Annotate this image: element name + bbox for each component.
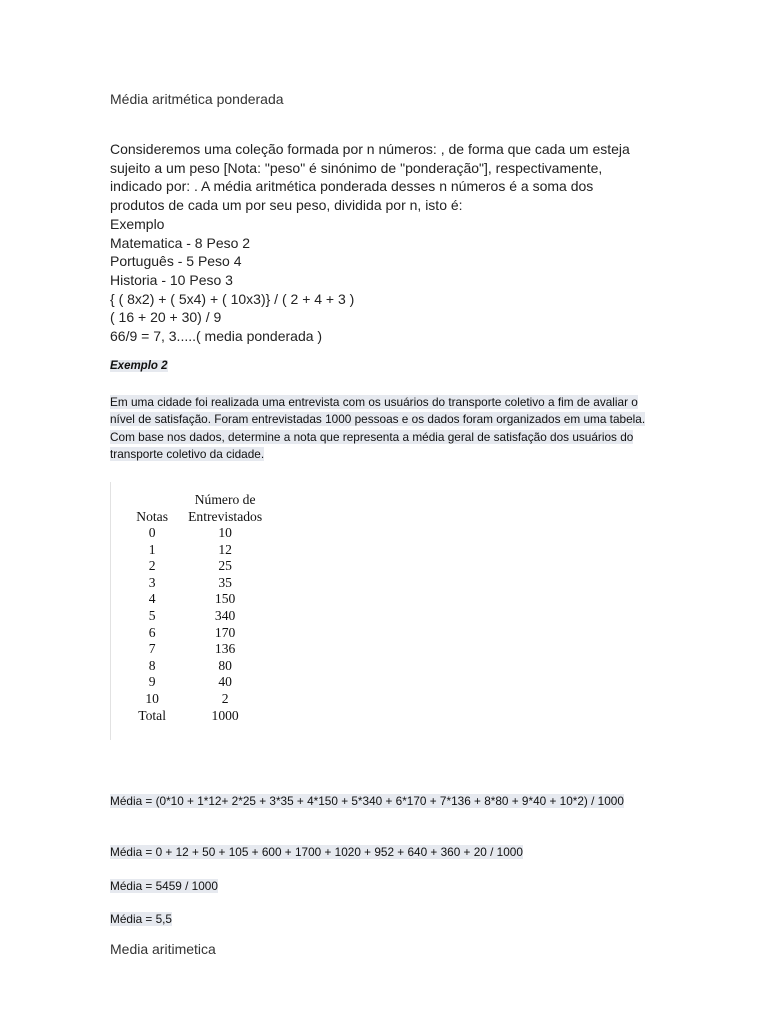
cell-entrevistados: 170 <box>214 624 236 640</box>
cell-nota: 4 <box>148 591 156 607</box>
cell-nota: 2 <box>148 558 156 574</box>
cell-entrevistados: 12 <box>218 541 232 557</box>
cell-nota: 10 <box>145 690 159 706</box>
table-header-row <box>131 492 269 525</box>
table-row <box>131 625 269 642</box>
page-title: Média aritmética ponderada <box>110 91 284 107</box>
calc-line <box>110 844 650 861</box>
calc-line <box>110 911 650 928</box>
table-row <box>131 542 269 559</box>
table-row <box>131 525 269 542</box>
example2-paragraph-text: Em uma cidade foi realizada uma entrevista com os usuários do transporte coletivo a fim de avaliar o nível de satisfação. Foram entrevistadas 1000 pessoas e os dados foram organizados em uma tabela. Com base nos dados, determine a nota que representa a média geral de satisfação dos usuários do transporte coletivo da cidade. <box>110 395 646 461</box>
example-line: ( 16 + 20 + 30) / 9 <box>110 309 222 326</box>
cell-entrevistados: 2 <box>221 690 229 706</box>
table-row <box>131 591 269 608</box>
example-lines <box>110 215 650 346</box>
example-line: Português - 5 Peso 4 <box>110 253 242 270</box>
example-line: Matematica - 8 Peso 2 <box>110 234 251 251</box>
cell-entrevistados: 1000 <box>211 707 239 723</box>
table-row <box>131 608 269 625</box>
cell-entrevistados: 136 <box>214 641 236 657</box>
footer-heading: Media aritimetica <box>110 941 216 957</box>
cell-nota: 5 <box>148 607 156 623</box>
example-line: 66/9 = 7, 3.....( media ponderada ) <box>110 328 323 345</box>
cell-nota: 9 <box>148 674 156 690</box>
table-image <box>110 482 269 740</box>
cell-nota: 1 <box>148 541 156 557</box>
cell-entrevistados: 80 <box>218 657 232 673</box>
calc-line <box>110 793 650 810</box>
cell-nota: 0 <box>148 525 156 540</box>
calc-text: Média = 5,5 <box>110 912 172 926</box>
example-line: { ( 8x2) + ( 5x4) + ( 10x3)} / ( 2 + 4 + 3 ) <box>110 290 355 307</box>
table-row <box>131 658 269 675</box>
header-notas: Notas <box>136 508 168 524</box>
cell-nota: 3 <box>148 574 156 590</box>
example-line: Historia - 10 Peso 3 <box>110 271 233 288</box>
example2-heading: Exemplo 2 <box>110 360 168 372</box>
calc-text: Média = (0*10 + 1*12+ 2*25 + 3*35 + 4*150 + 5*340 + 6*170 + 7*136 + 8*80 + 9*40 + 10*2) / 1000 <box>110 794 624 808</box>
cell-entrevistados: 25 <box>218 558 232 574</box>
cell-entrevistados: 10 <box>218 525 232 540</box>
cell-entrevistados: 35 <box>218 574 232 590</box>
cell-entrevistados: 40 <box>218 674 232 690</box>
cell-nota: 6 <box>148 624 156 640</box>
cell-nota: Total <box>138 707 166 723</box>
cell-nota: 7 <box>148 641 156 657</box>
intro-section <box>110 140 650 346</box>
data-table <box>131 492 269 724</box>
table-row <box>131 641 269 658</box>
table-row <box>131 691 269 708</box>
table-row <box>131 708 269 725</box>
cell-entrevistados: 340 <box>214 607 236 623</box>
table-row <box>131 674 269 691</box>
cell-nota: 8 <box>148 657 156 673</box>
calc-line <box>110 878 650 895</box>
table-row <box>131 575 269 592</box>
cell-entrevistados: 150 <box>214 591 236 607</box>
calc-text: Média = 5459 / 1000 <box>110 879 218 893</box>
intro-paragraph: Consideremos uma coleção formada por n números: , de forma que cada um esteja sujeito a um peso [Nota: "peso" é sinónimo de "ponderação"], respectivamente, indicado por: . A média aritmética ponderada desses n números é a soma dos produtos de cada um por seu peso, dividida por n, isto é: <box>110 141 630 214</box>
example-line: Exemplo <box>110 215 165 232</box>
example2-paragraph <box>110 394 650 463</box>
table-row <box>131 558 269 575</box>
calc-text: Média = 0 + 12 + 50 + 105 + 600 + 1700 + 1020 + 952 + 640 + 360 + 20 / 1000 <box>110 845 523 859</box>
header-entrevistados: Número de Entrevistados <box>188 492 263 524</box>
